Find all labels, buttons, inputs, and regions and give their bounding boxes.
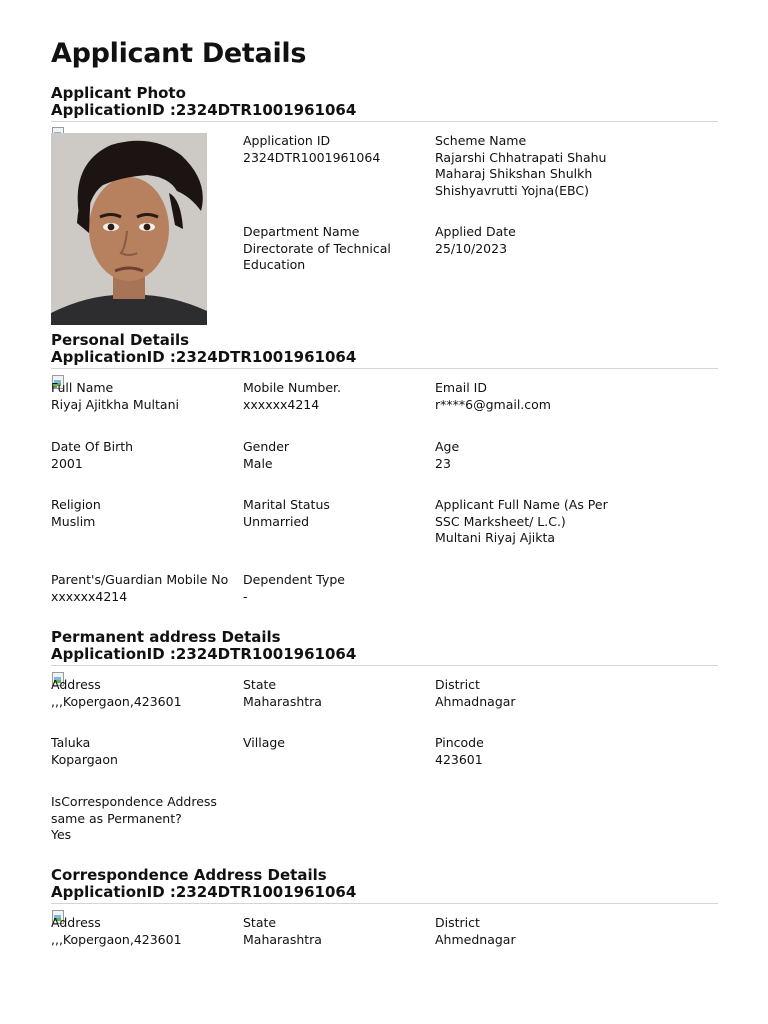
field-label: Email ID (435, 380, 487, 395)
field-value: Kopargaon (51, 751, 118, 767)
field-label: Pincode (435, 735, 484, 750)
field-label: Application ID (243, 133, 331, 148)
section-title: Correspondence Address Details (51, 866, 327, 884)
field-mobile-number (243, 380, 428, 413)
section-application-id: ApplicationID :2324DTR1001961064 (51, 348, 357, 366)
section-title: Applicant Photo (51, 84, 186, 102)
field-label: Age (435, 439, 460, 454)
field-permanent-address (51, 677, 236, 710)
section-divider (51, 665, 718, 666)
field-value: Male (243, 455, 273, 471)
field-correspondence-district (435, 915, 620, 948)
field-applied-date (435, 224, 620, 257)
field-date-of-birth (51, 439, 236, 472)
field-value: 23 (435, 455, 451, 471)
field-label: State (243, 915, 277, 930)
section-title: Permanent address Details (51, 628, 281, 646)
field-permanent-district (435, 677, 620, 710)
field-label: Address (51, 677, 101, 692)
field-label: Department Name (243, 224, 360, 239)
field-age (435, 439, 620, 472)
page-title: Applicant Details (51, 38, 307, 69)
field-label: IsCorrespondence Address same as Permanent? (51, 794, 217, 826)
field-correspondence-address (51, 915, 236, 948)
field-value: Maharashtra (243, 931, 322, 947)
section-divider (51, 903, 718, 904)
field-permanent-village (243, 735, 428, 752)
field-label: Applied Date (435, 224, 516, 239)
field-value: Maharashtra (243, 693, 322, 709)
field-label: Scheme Name (435, 133, 527, 148)
field-label: District (435, 915, 480, 930)
field-full-name (51, 380, 236, 413)
field-ssc-full-name (435, 497, 625, 547)
section-divider (51, 368, 718, 369)
field-correspondence-same (51, 794, 229, 844)
field-application-id (243, 133, 428, 166)
field-label: Full Name (51, 380, 114, 395)
field-permanent-state (243, 677, 428, 710)
applicant-photo-image (51, 133, 207, 325)
field-label: District (435, 677, 480, 692)
field-label: Dependent Type (243, 572, 345, 587)
field-value: Unmarried (243, 513, 310, 529)
field-correspondence-state (243, 915, 428, 948)
section-application-id: ApplicationID :2324DTR1001961064 (51, 101, 357, 119)
permanent-address-section (51, 629, 718, 666)
field-value: Ahmednagar (435, 931, 516, 947)
applicant-photo (51, 133, 207, 325)
field-value: 25/10/2023 (435, 240, 508, 256)
field-department-name (243, 224, 413, 274)
field-value: ,,,Kopergaon,423601 (51, 693, 182, 709)
field-value: Rajarshi Chhatrapati Shahu Maharaj Shikshan Shulkh Shishyavrutti Yojna(EBC) (435, 149, 607, 198)
field-value: ,,,Kopergaon,423601 (51, 931, 182, 947)
field-value: Muslim (51, 513, 96, 529)
personal-details-section (51, 332, 718, 369)
field-label: Address (51, 915, 101, 930)
field-marital-status (243, 497, 428, 530)
field-dependent-type (243, 572, 428, 605)
field-label: Mobile Number. (243, 380, 342, 395)
field-permanent-pincode (435, 735, 620, 768)
field-label: State (243, 677, 277, 692)
field-value: r****6@gmail.com (435, 396, 551, 412)
field-value: Riyaj Ajitkha Multani (51, 396, 179, 412)
section-title: Personal Details (51, 331, 190, 349)
field-scheme-name (435, 133, 620, 199)
field-religion (51, 497, 236, 530)
correspondence-address-section (51, 867, 718, 904)
field-gender (243, 439, 428, 472)
section-application-id: ApplicationID :2324DTR1001961064 (51, 883, 357, 901)
field-value: - (243, 588, 248, 604)
field-value: 2324DTR1001961064 (243, 149, 381, 165)
field-label: Parent's/Guardian Mobile No (51, 572, 229, 587)
applicant-photo-section (51, 85, 718, 122)
field-value: xxxxxx4214 (51, 588, 128, 604)
field-label: Village (243, 735, 285, 750)
field-value: 2001 (51, 455, 83, 471)
section-application-id: ApplicationID :2324DTR1001961064 (51, 645, 357, 663)
field-label: Applicant Full Name (As Per SSC Marksheet/ L.C.) (435, 497, 608, 529)
field-value: Directorate of Technical Education (243, 240, 391, 272)
field-label: Gender (243, 439, 290, 454)
section-divider (51, 121, 718, 122)
field-value: Yes (51, 827, 72, 842)
field-permanent-taluka (51, 735, 236, 768)
field-value: Ahmadnagar (435, 693, 516, 709)
field-value: xxxxxx4214 (243, 396, 320, 412)
field-email-id (435, 380, 620, 413)
field-label: Marital Status (243, 497, 330, 512)
field-label: Taluka (51, 735, 91, 750)
field-label: Religion (51, 497, 101, 512)
field-value: Multani Riyaj Ajikta (435, 530, 556, 545)
field-label: Date Of Birth (51, 439, 134, 454)
field-guardian-mobile (51, 572, 241, 605)
field-value: 423601 (435, 751, 483, 767)
